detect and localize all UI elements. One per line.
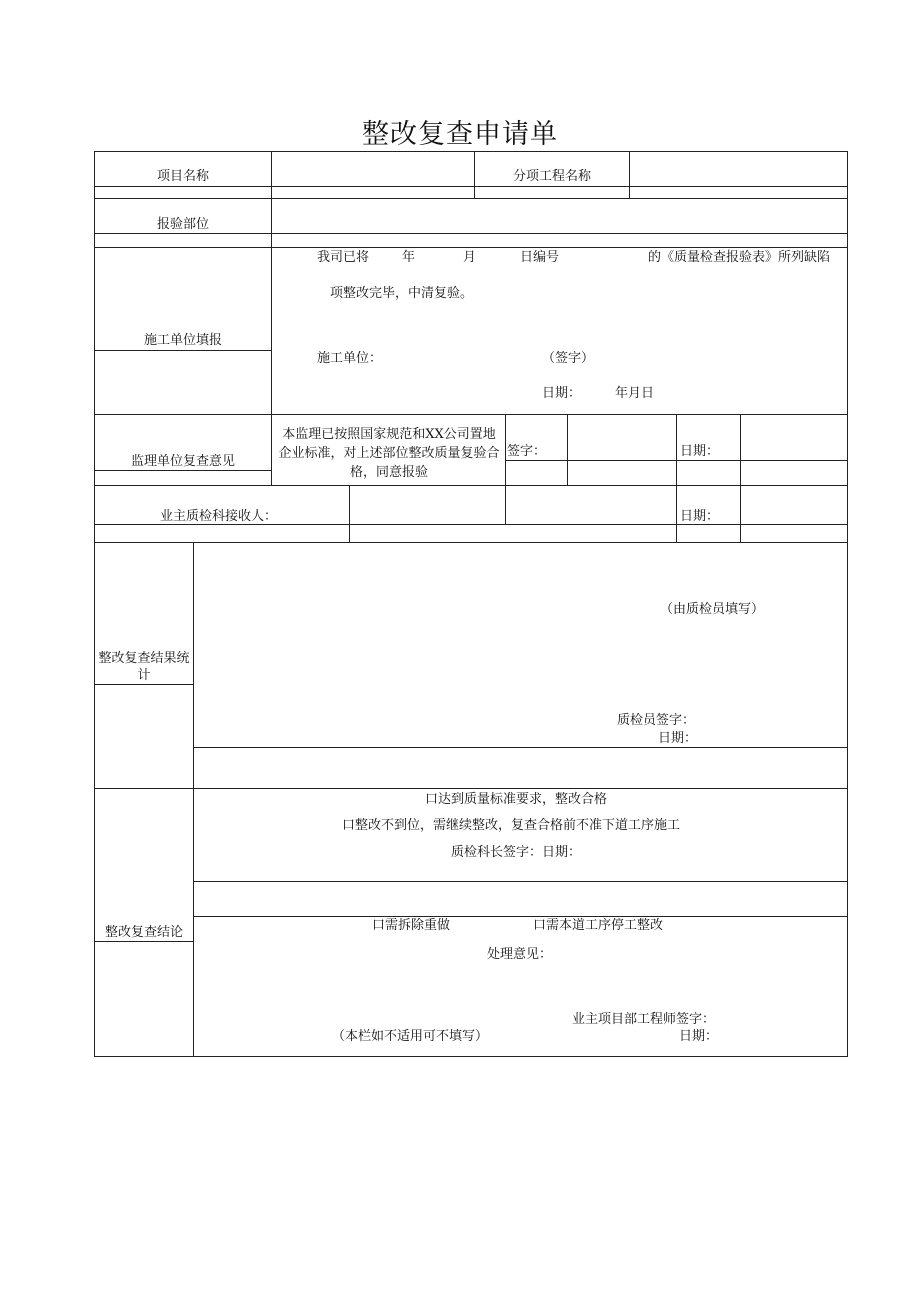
inspector-sign-label: 质检员签字： xyxy=(617,713,696,728)
contractor-text-line2: 项整改完毕，中清复验。 xyxy=(330,286,474,301)
owner-qc-date-field[interactable] xyxy=(741,486,847,524)
conclusion-date-label: 日期： xyxy=(679,1029,719,1044)
supervisor-opinion: 本监理已按照国家规范和XX公司置地企业标准，对上述部位整改质量复验合格，同意报验 xyxy=(278,427,500,480)
contractor-month: 月 xyxy=(463,250,477,265)
stats-label: 整改复查结果统计 xyxy=(98,651,190,683)
sub-project-label: 分项工程名称 xyxy=(512,169,591,184)
contractor-label: 施工单位填报 xyxy=(143,333,222,348)
engineer-sign-label: 业主项目部工程师签字： xyxy=(572,1012,716,1027)
supervisor-date-label: 日期： xyxy=(680,444,720,459)
conclusion-option-pass[interactable]: 口达到质量标准要求，整改合格 xyxy=(425,792,608,807)
contractor-year: 年 xyxy=(402,250,416,265)
contractor-sign-label: （签字） xyxy=(542,351,595,366)
qc-chief-sign-label: 质检科长签字：日期： xyxy=(451,845,582,860)
conclusion-option-stop-work[interactable]: 口需本道工序停工整改 xyxy=(533,918,664,933)
owner-qc-date-label: 日期： xyxy=(680,509,720,524)
conclusion-label: 整改复查结论 xyxy=(104,925,183,940)
contractor-date-label: 日期： xyxy=(542,386,582,401)
contractor-date-value: 年月日 xyxy=(615,386,655,401)
stats-date-label: 日期： xyxy=(658,731,698,746)
page-title: 整改复查申请单 xyxy=(362,119,558,150)
supervisor-date-field[interactable] xyxy=(741,415,847,460)
conclusion-option-demolish[interactable]: 口需拆除重做 xyxy=(372,918,451,933)
supervisor-sign-label: 签字： xyxy=(507,444,547,459)
inspection-part-field[interactable] xyxy=(272,199,847,233)
supervisor-label: 监理单位复查意见 xyxy=(130,454,235,469)
contractor-day-no: 日编号 xyxy=(520,250,560,265)
project-name-field[interactable] xyxy=(272,152,474,186)
project-name-label: 项目名称 xyxy=(156,169,209,184)
not-applicable-note: （本栏如不适用可不填写） xyxy=(332,1029,489,1044)
stats-note: （由质检员填写） xyxy=(660,602,765,617)
contractor-unit-label: 施工单位： xyxy=(317,351,383,366)
contractor-text-start: 我司已将 xyxy=(317,250,370,265)
inspection-part-label: 报验部位 xyxy=(156,217,209,232)
sub-project-field[interactable] xyxy=(630,152,847,186)
conclusion-option-rework[interactable]: 口整改不到位，需继续整改，复查合格前不准下道工序施工 xyxy=(342,818,681,833)
owner-qc-receiver-field[interactable] xyxy=(350,486,505,524)
supervisor-sign-field[interactable] xyxy=(568,415,676,460)
owner-qc-label: 业主质检科接收人： xyxy=(160,509,278,524)
contractor-text-rest: 的《质量检查报验表》所列缺陷 xyxy=(648,250,831,265)
stats-result-area[interactable] xyxy=(194,543,847,593)
handling-opinion-label: 处理意见： xyxy=(487,947,553,962)
